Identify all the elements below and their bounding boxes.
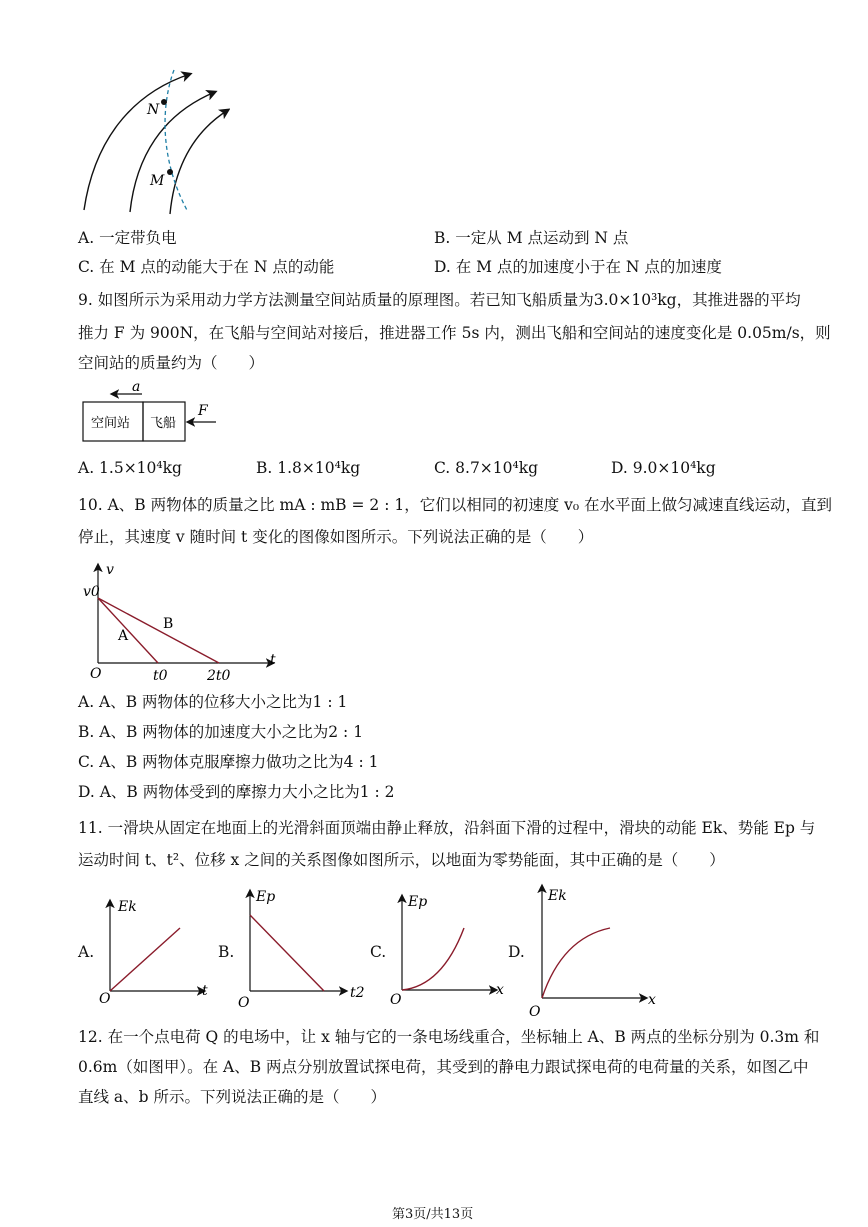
q10-stem-line2: 停止，其速度 v 随时间 t 变化的图像如图所示。下列说法正确的是（ ） (78, 528, 594, 546)
svg-text:Ek: Ek (118, 899, 137, 915)
q12-stem-line3: 直线 a、b 所示。下列说法正确的是（ ） (78, 1088, 387, 1106)
svg-text:O: O (390, 992, 402, 1008)
q11-graph-d-letter: D. (508, 943, 525, 961)
q9-spacecraft-figure (80, 382, 220, 444)
svg-text:x: x (648, 992, 656, 1008)
q9-option-d: D. 9.0×10⁴kg (611, 459, 716, 477)
q9-option-a: A. 1.5×10⁴kg (78, 459, 182, 477)
q10-option-d: D. A、B 两物体受到的摩擦力大小之比为1 : 2 (78, 783, 395, 801)
line-B (98, 598, 219, 663)
q11-graph-d (526, 880, 666, 1020)
svg-text:Ek: Ek (548, 888, 567, 904)
field-line-3 (170, 110, 228, 214)
particle-trajectory (165, 70, 188, 212)
q10-vt-graph (78, 560, 288, 685)
q8-option-c: C. 在 M 点的动能大于在 N 点的动能 (78, 258, 335, 276)
q12-stem-line2: 0.6m（如图甲）。在 A、B 两点分别放置试探电荷，其受到的静电力跟试探电荷的电荷量的关系，如图乙中 (78, 1058, 809, 1076)
graph-a-curve (110, 928, 180, 991)
q8-field-line-figure (70, 62, 230, 217)
v0-label: v0 (83, 584, 100, 600)
svg-text:Ep: Ep (408, 894, 428, 910)
axis-v-label: v (106, 562, 114, 578)
svg-text:O: O (238, 995, 250, 1010)
q10-option-a: A. A、B 两物体的位移大小之比为1 : 1 (78, 693, 348, 711)
q10-stem-line1: 10. A、B 两物体的质量之比 mA : mB = 2 : 1，它们以相同的初速度 v₀ 在水平面上做匀减速直线运动，直到 (78, 496, 833, 514)
page-footer: 第3页/共13页 (392, 1207, 474, 1222)
graph-c-curve (402, 928, 464, 990)
q11-graph-a-letter: A. (78, 943, 95, 961)
q9-option-c: C. 8.7×10⁴kg (434, 459, 539, 477)
point-M (167, 169, 173, 175)
q9-stem-line2: 推力 F 为 900N，在飞船与空间站对接后，推进器工作 5s 内，测出飞船和空间站的速度变化是 0.05m/s，则 (78, 324, 831, 342)
space-station-label: 空间站 (91, 416, 131, 431)
svg-text:t: t (202, 983, 208, 999)
axis-t-label: t (270, 652, 276, 668)
label-a: a (132, 382, 141, 395)
q12-stem-line1: 12. 在一个点电荷 Q 的电场中，让 x 轴与它的一条电场线重合，坐标轴上 A、B 两点的坐标分别为 0.3m 和 (78, 1028, 820, 1046)
svg-text:O: O (99, 991, 111, 1005)
q9-option-b: B. 1.8×10⁴kg (256, 459, 361, 477)
q11-stem-line1: 11. 一滑块从固定在地面上的光滑斜面顶端由静止释放，沿斜面下滑的过程中，滑块的动能 Ek、势能 Ep 与 (78, 819, 816, 837)
graph-d-curve (542, 928, 610, 998)
spacecraft-label: 飞船 (150, 416, 177, 431)
q9-stem-line1: 9. 如图所示为采用动力学方法测量空间站质量的原理图。若已知飞船质量为3.0×10³kg，其推进器的平均 (78, 291, 801, 309)
q8-option-b: B. 一定从 M 点运动到 N 点 (434, 229, 629, 247)
line-A-label: A (118, 628, 129, 644)
q11-graph-c (388, 890, 513, 1010)
line-B-label: B (163, 616, 174, 632)
q8-option-a: A. 一定带负电 (78, 229, 177, 247)
q11-graph-c-letter: C. (370, 943, 387, 961)
svg-text:O: O (529, 1004, 541, 1020)
q11-graph-b (236, 885, 366, 1010)
two-t0-label: 2t0 (207, 668, 231, 684)
label-M: M (150, 173, 165, 189)
graph-b-curve (250, 915, 324, 991)
label-N: N (147, 102, 160, 118)
point-N (161, 99, 167, 105)
svg-text:t2: t2 (350, 985, 365, 1001)
q11-graph-a (96, 895, 211, 1005)
q8-option-d: D. 在 M 点的加速度小于在 N 点的加速度 (434, 258, 722, 276)
q10-option-c: C. A、B 两物体克服摩擦力做功之比为4 : 1 (78, 753, 379, 771)
label-F: F (198, 403, 208, 419)
q9-stem-line3: 空间站的质量约为（ ） (78, 354, 265, 372)
q10-option-b: B. A、B 两物体的加速度大小之比为2 : 1 (78, 723, 364, 741)
q11-stem-line2: 运动时间 t、t²、位移 x 之间的关系图像如图所示，以地面为零势能面，其中正确的是（ ） (78, 851, 725, 869)
t0-label: t0 (153, 668, 168, 684)
origin-label: O (90, 666, 102, 682)
q11-graph-b-letter: B. (218, 943, 235, 961)
svg-text:x: x (496, 982, 504, 998)
svg-text:Ep: Ep (256, 889, 276, 905)
